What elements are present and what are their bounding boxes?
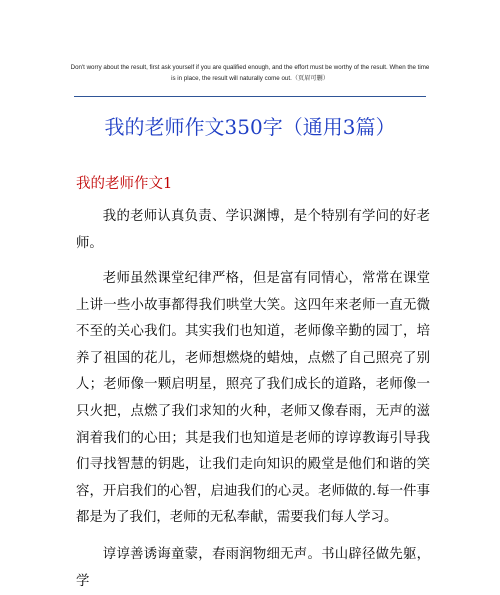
header-divider: [74, 96, 426, 97]
document-title: 我的老师作文350字（通用3篇）: [104, 115, 396, 139]
page-header-note: Don't worry about the result, first ask yourself if you are qualified enough, and the effort must be worthy of the result. When the time is in place, the result will naturally come out.（页眉可删）: [70, 64, 430, 82]
paragraph: 我的老师认真负责、学识渊博，是个特别有学问的好老师。: [76, 209, 430, 251]
paragraph: 老师虽然课堂纪律严格，但是富有同情心，常常在课堂上讲一些小故事都得我们哄堂大笑。这四年来老师一直无微不至的关心我们。其实我们也知道，老师像辛勤的园丁，培养了祖国的花儿，老师想燃烧的蜡烛，点燃了自己照亮了别人；老师像一颗启明星，照亮了我们成长的道路，老师像一只火把，点燃了我们求知的火种，老师又像春雨，无声的滋润着我们的心田；其是我们也知道是老师的谆谆教诲引导我们寻找智慧的钥匙，让我们走向知识的殿堂是他们和谐的笑容，开启我们的心智，启迪我们的心灵。老师做的.每一件事都是为了我们，老师的无私奉献，需要我们每人学习。: [76, 271, 430, 526]
paragraph: 谆谆善诱诲童蒙，春雨润物细无声。书山辟径做先躯，学: [76, 547, 430, 589]
section-title: 我的老师作文1: [76, 176, 173, 192]
